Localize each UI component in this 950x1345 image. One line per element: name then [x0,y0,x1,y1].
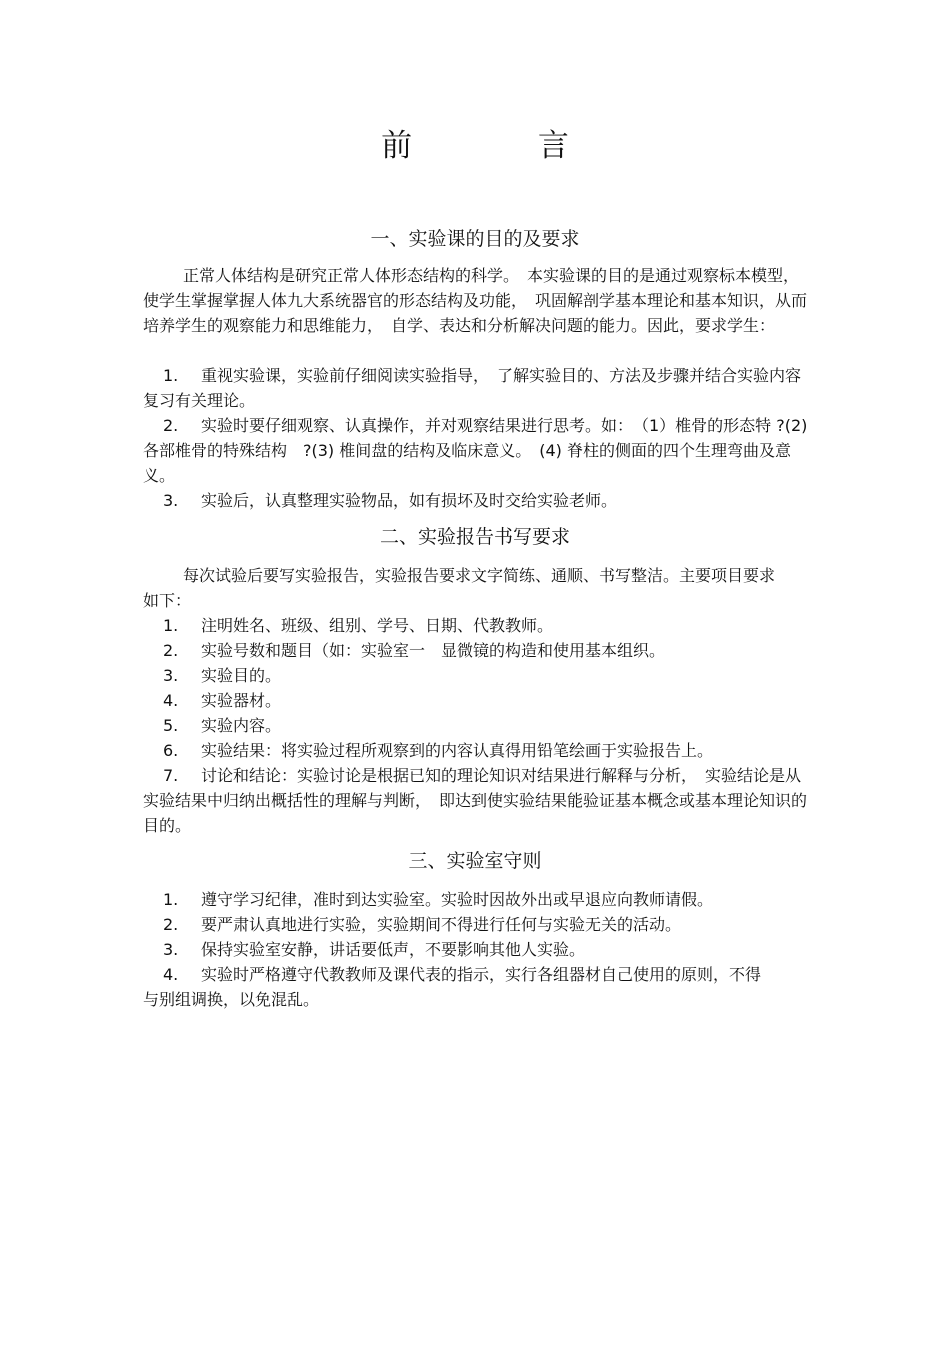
list-item-text: 实验结果：将实验过程所观察到的内容认真得用铅笔绘画于实验报告上。 [201,741,714,760]
list-item-text: 实验时要仔细观察、认真操作，并对观察结果进行思考。如： （1）椎骨的形态特 ?(2) 各部椎骨的特殊结构 ?(3) 椎间盘的结构及临床意义。 (4) 脊柱的侧面的四个生理弯曲及意义。 [143,416,808,485]
list-number: 1. [163,616,179,635]
list-number: 1. [163,366,179,385]
list-item-text: 实验时严格遵守代教教师及课代表的指示，实行各组器材自己使用的原则，不得与别组调换，以免混乱。 [143,965,762,1009]
list-number: 7. [163,766,179,785]
list-item-text: 实验目的。 [201,666,282,685]
list-number: 6. [163,741,179,760]
list-item-text: 讨论和结论：实验讨论是根据已知的理论知识对结果进行解释与分析， 实验结论是从实验结果中归纳出概括性的理解与判断， 即达到使实验结果能验证基本概念或基本理论知识的目的。 [143,766,808,835]
section2-item-2 [143,638,808,663]
list-number: 4. [163,691,179,710]
list-number: 4. [163,965,179,984]
list-number: 3. [163,940,179,959]
list-item-text: 实验后，认真整理实验物品，如有损坏及时交给实验老师。 [201,491,618,510]
section2-item-7 [143,763,808,838]
list-number: 1. [163,890,179,909]
section2-heading: 二、实验报告书写要求 [379,526,570,548]
list-number: 2. [163,915,179,934]
list-item-text: 重视实验课，实验前仔细阅读实验指导， 了解实验目的、方法及步骤并结合实验内容复习有关理论。 [143,366,802,410]
section1-item-3 [143,488,808,513]
section2-item-1 [143,613,808,638]
list-number: 5. [163,716,179,735]
section2-item-5 [143,713,808,738]
list-number: 3. [163,666,179,685]
section3-item-3 [143,937,808,962]
section3-heading: 三、实验室守则 [408,850,542,872]
section3-item-1 [143,887,808,912]
list-number: 2. [163,641,179,660]
list-item-text: 要严肃认真地进行实验，实验期间不得进行任何与实验无关的活动。 [201,915,682,934]
section1-item-1 [143,363,808,413]
section3-item-4 [143,962,768,1012]
page-title: 前 言 [381,128,627,164]
section1-intro: 正常人体结构是研究正常人体形态结构的科学。 本实验课的目的是通过观察标本模型，使学生掌握掌握人体九大系统器官的形态结构及功能， 巩固解剖学基本理论和基本知识，从而培养学生的观察能力和思维能力， 自学、表达和分析解决问题的能力。因此，要求学生： [143,266,808,335]
list-item-text: 注明姓名、班级、组别、学号、日期、代教教师。 [201,616,554,635]
section3-item-2 [143,912,808,937]
list-number: 3. [163,491,179,510]
list-item-text: 实验号数和题目（如：实验室一 显微镜的构造和使用基本组织。 [201,641,666,660]
section2-item-4 [143,688,808,713]
list-number: 2. [163,416,179,435]
section1-heading: 一、实验课的目的及要求 [370,228,580,250]
list-item-text: 实验器材。 [201,691,282,710]
list-item-text: 实验内容。 [201,716,282,735]
section1-item-2 [143,413,808,488]
section2-item-6 [143,738,808,763]
list-item-text: 保持实验室安静，讲话要低声，不要影响其他人实验。 [201,940,586,959]
list-item-text: 遵守学习纪律，准时到达实验室。实验时因故外出或早退应向教师请假。 [201,890,714,909]
section2-item-3 [143,663,808,688]
section2-intro: 每次试验后要写实验报告，实验报告要求文字简练、通顺、书写整洁。主要项目要求如下： [143,566,776,610]
